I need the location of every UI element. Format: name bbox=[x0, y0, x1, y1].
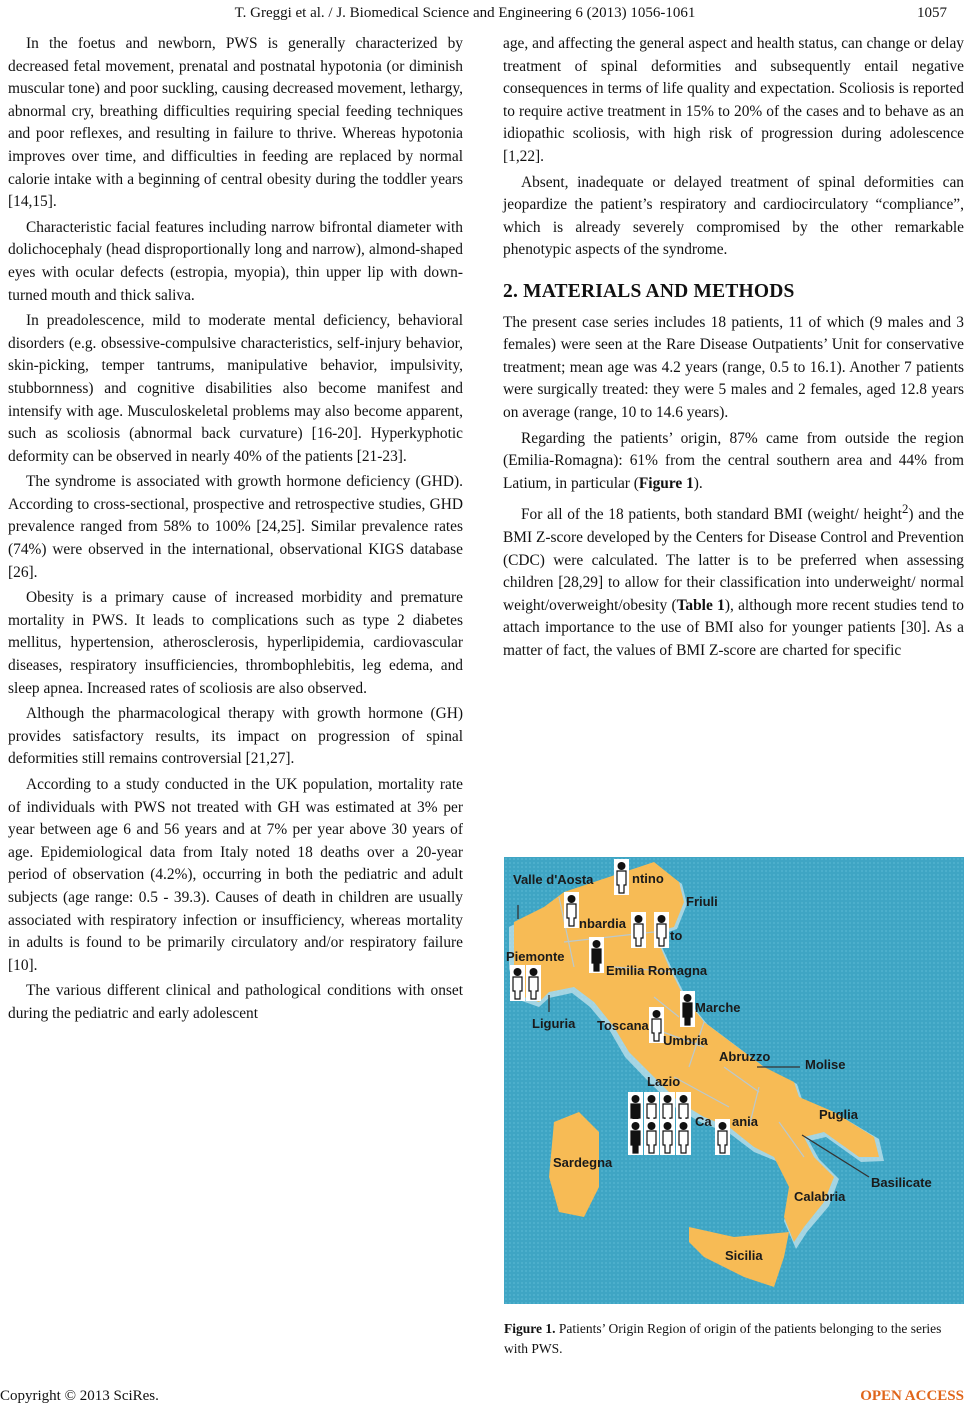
label-sicilia: Sicilia bbox=[725, 1248, 763, 1263]
paragraph: In preadolescence, mild to moderate mental deficiency, behavioral disorders (e.g. obsessive-compulsive characteristics, self-injury behavior, skin-picking, temper tantrums, manipulative behavior, impulsivity, stubbornness) and cognitive disabilities also become manifest and intensify with age. Musculoskeletal problems may also become apparent, such as scoliosis (abnormal back curvature) [16-20]. Hyperkyphotic deformity can be observed in nearly 40% of the patients [21-23]. bbox=[8, 312, 463, 465]
text: ) and the BMI Z-score developed by the Centers for Disease Control and Prevention (CDC) were calculated. The latter is to be preferred when assessing children [28,29] to allow for their classification into underweight/ normal weight/overweight/obesity ( bbox=[503, 506, 964, 614]
label-liguria: Liguria bbox=[532, 1016, 576, 1031]
label-calabria: Calabria bbox=[794, 1189, 846, 1204]
page-number: 1057 bbox=[917, 5, 947, 21]
label-piemonte: Piemonte bbox=[506, 949, 565, 964]
patient-icon bbox=[644, 1119, 659, 1155]
superscript: 2 bbox=[901, 502, 909, 517]
text: ), although more recent studies tend to attach importance to the use of BMI also for younger patients [30]. As a matter of fact, the values of BMI Z-score are charted for specific bbox=[503, 596, 964, 659]
label-molise: Molise bbox=[805, 1057, 846, 1072]
paragraph: Absent, inadequate or delayed treatment of spinal deformities can jeopardize the patient’s respiratory and cardiocirculatory “compliance”, which is already severely compromised by the other remarkable phenotypic aspects of the syndrome. bbox=[503, 173, 964, 259]
figure-ref-link[interactable]: Figure 1 bbox=[638, 474, 694, 492]
paragraph: According to a study conducted in the UK population, mortality rate of individuals with PWS not treated with GH was estimated at 3% per year between age 6 and 56 years and at 7% per year above 30 years of age. Epidemiological data from Italy noted 18 deaths over a 20-year period of observation (4.2%), occurring in both the pediatric and adult subjects (age range: 0.5 - 39.3). Causes of death in children are usually associated with respiratory infection or insufficiency, whereas mortality in adults is found to be primarily circulatory and/or respiratory failure [10]. bbox=[8, 776, 463, 974]
label-abruzzo: Abruzzo bbox=[719, 1049, 771, 1064]
patient-icon bbox=[631, 912, 646, 948]
paragraph: The present case series includes 18 patients, 11 of which (9 males and 3 females) were seen at the Rare Disease Outpatients’ Unit for conservative treatment; mean age was 4.2 years (range, 0.5 to 16.1). Another 7 patients were surgically treated: they were 5 males and 2 females, aged 12.8 years on average (range, 10 to 14.6 years). bbox=[503, 313, 964, 421]
label-veneto: to bbox=[670, 928, 683, 943]
open-access-label: OPEN ACCESS bbox=[860, 1388, 964, 1404]
label-toscana: Toscana bbox=[597, 1018, 649, 1033]
patient-icon bbox=[614, 859, 629, 895]
italy-map bbox=[504, 857, 964, 1304]
patient-icon bbox=[510, 965, 525, 1001]
paragraph: The various different clinical and pathological conditions with onset during the pediatric and early adolescent bbox=[8, 982, 463, 1022]
label-lazio: Lazio bbox=[647, 1074, 681, 1089]
label-sardegna: Sardegna bbox=[553, 1155, 613, 1170]
label-trentino: ntino bbox=[632, 871, 664, 886]
copyright: Copyright © 2013 SciRes. bbox=[0, 1388, 159, 1404]
label-umbria: Umbria bbox=[663, 1033, 708, 1048]
caption-text: Patients’ Origin Region of origin of the patients belonging to the series with PWS. bbox=[504, 1321, 942, 1356]
section-heading: 2. MATERIALS AND METHODS bbox=[503, 280, 795, 302]
label-lombardia: nbardia bbox=[579, 916, 626, 931]
paragraph bbox=[503, 428, 964, 496]
patient-icon bbox=[715, 1119, 730, 1155]
right-column bbox=[503, 33, 964, 666]
patient-icon bbox=[680, 991, 695, 1027]
paragraph: age, and affecting the general aspect and health status, can change or delay treatment of spinal deformities and subsequently entail negative consequences in terms of life quality and expectation. Scoliosis is reported to require active treatment in 15% to 20% of the cases and to behave as an idiopathic scoliosis, with high risk of progression during adolescence [1,22]. bbox=[503, 35, 964, 165]
left-column bbox=[8, 33, 463, 1029]
label-emilia-romagna: Emilia Romagna bbox=[606, 963, 708, 978]
table-ref-link[interactable]: Table 1 bbox=[676, 596, 725, 614]
patient-icon bbox=[589, 937, 604, 973]
patient-icon bbox=[526, 965, 541, 1001]
text: Regarding the patients’ origin, 87% came from outside the region (Emilia-Romagna): 61% from the central southern area and 44% from Latium, in particular ( bbox=[503, 429, 964, 492]
paragraph bbox=[503, 498, 964, 662]
text: ). bbox=[693, 474, 703, 492]
patient-icon bbox=[660, 1119, 675, 1155]
label-friuli: Friuli bbox=[686, 894, 718, 909]
patient-icon bbox=[676, 1119, 691, 1155]
figure-caption bbox=[504, 1319, 964, 1359]
running-title: T. Greggi et al. / J. Biomedical Science and Engineering 6 (2013) 1056-1061 bbox=[234, 5, 696, 21]
label-campania-b: ania bbox=[732, 1114, 759, 1129]
text: For all of the 18 patients, both standard BMI (weight/ height bbox=[521, 506, 902, 524]
italy-map-figure bbox=[504, 857, 964, 1304]
paragraph: In the foetus and newborn, PWS is generally characterized by decreased fetal movement, prenatal and postnatal hypotonia (or diminish muscular tone) and poor suckling, causing decreased movement, lethargy, abnormal cry, breathing difficulties requiring special feeding techniques and poor reflexes, and resulting in failure to thrive. Whereas hypotonia improves over time, and difficulties in feeding are replaced by normal calorie intake with a beginning of central obesity during the toddler years [14,15]. bbox=[8, 35, 463, 211]
patient-icon bbox=[649, 1007, 664, 1043]
patient-icon bbox=[628, 1119, 643, 1155]
paragraph: Obesity is a primary cause of increased morbidity and premature mortality in PWS. It leads to complications such as type 2 diabetes mellitus, hypertension, atherosclerosis, hyperlipidemia, cardiovascular diseases, respiratory insufficiencies, thrombophlebitis, leg edema, and sleep apnea. Increased rates of scoliosis are also observed. bbox=[8, 589, 463, 697]
paragraph: Characteristic facial features including narrow bifrontal diameter with dolichocephaly (head disproportionally long and narrow), almond-shaped eyes with ocular defects (estropia, myopia), thin upper lip with down-turned mouth and thick saliva. bbox=[8, 218, 463, 304]
patient-icon bbox=[564, 892, 579, 928]
caption-label: Figure 1. bbox=[504, 1321, 556, 1336]
label-campania-a: Ca bbox=[695, 1114, 712, 1129]
paragraph: The syndrome is associated with growth hormone deficiency (GHD). According to cross-sectional, prospective and retrospective studies, GHD prevalence ranged from 58% to 100% [24,25]. Similar prevalence rates (74%) were observed in the international, observational KIGS database [26]. bbox=[8, 473, 463, 581]
patient-icon bbox=[654, 912, 669, 948]
label-basilicate: Basilicate bbox=[871, 1175, 932, 1190]
label-valle-daosta: Valle d'Aosta bbox=[513, 872, 594, 887]
label-marche: Marche bbox=[695, 1000, 741, 1015]
label-puglia: Puglia bbox=[819, 1107, 859, 1122]
paragraph: Although the pharmacological therapy with growth hormone (GH) provides satisfactory results, its impact on progression of spinal deformities still remains controversial [21,27]. bbox=[8, 705, 463, 768]
